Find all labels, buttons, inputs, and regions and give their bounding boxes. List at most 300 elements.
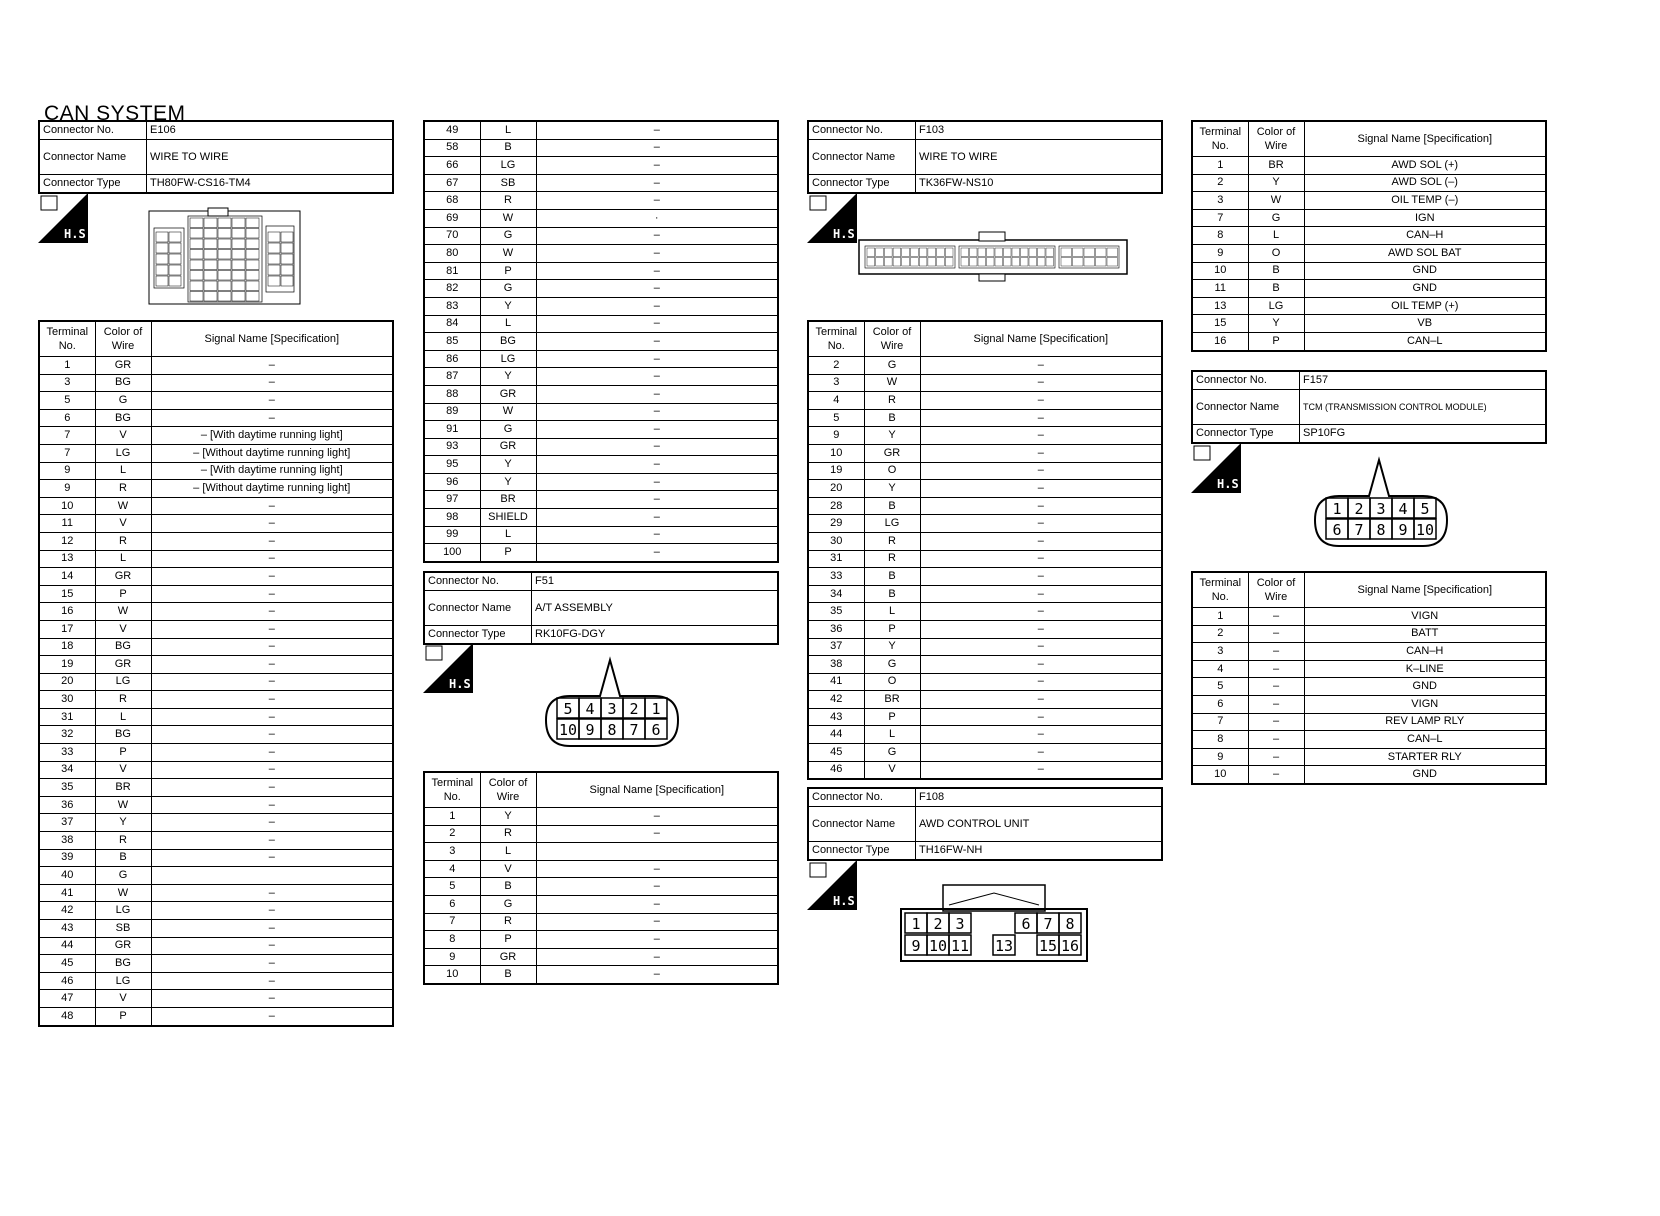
cavity: [902, 258, 910, 267]
color-cell: GR: [95, 568, 151, 586]
signal-cell: –: [536, 385, 778, 403]
cavity: [204, 239, 217, 249]
f103-no: F103: [916, 121, 1163, 140]
cavity: [1046, 248, 1054, 257]
signal-cell: –: [920, 409, 1162, 427]
header-color: Color of Wire: [95, 321, 151, 357]
terminal-cell: 4: [424, 860, 480, 878]
color-cell: G: [864, 656, 920, 674]
signal-cell: –: [151, 937, 393, 955]
cavity: [1012, 258, 1020, 267]
cavity: [919, 258, 927, 267]
terminal-cell: 10: [39, 497, 95, 515]
signal-cell: –: [536, 227, 778, 245]
pin-number: 9: [585, 721, 595, 739]
signal-cell: –: [536, 157, 778, 175]
signal-cell: AWD SOL (–): [1304, 174, 1546, 192]
terminal-cell: 9: [808, 427, 864, 445]
color-cell: P: [480, 931, 536, 949]
color-cell: –: [1248, 678, 1304, 696]
pin-cell: [971, 913, 993, 933]
terminal-cell: 81: [424, 262, 480, 280]
cavity: [190, 292, 203, 302]
table-row: [39, 796, 393, 814]
table-row: [39, 585, 393, 603]
cavity: [246, 218, 259, 228]
cavity: [945, 248, 953, 257]
cavity: [232, 260, 245, 270]
color-cell: SHIELD: [480, 509, 536, 527]
table-row: [424, 139, 778, 157]
signal-cell: –: [536, 333, 778, 351]
signal-cell: –: [536, 473, 778, 491]
signal-cell: –: [151, 585, 393, 603]
terminal-cell: 84: [424, 315, 480, 333]
color-cell: SB: [480, 174, 536, 192]
table-row: [808, 427, 1162, 445]
table-row: [39, 462, 393, 480]
cavity: [884, 258, 892, 267]
table-row: [39, 550, 393, 568]
signal-cell: –: [920, 585, 1162, 603]
terminal-cell: 20: [808, 480, 864, 498]
table-row: [1192, 731, 1546, 749]
color-cell: LG: [95, 902, 151, 920]
table-row: [39, 884, 393, 902]
table-row: [424, 121, 778, 139]
cavity: [1029, 258, 1037, 267]
signal-cell: CAN–H: [1304, 227, 1546, 245]
color-cell: G: [480, 280, 536, 298]
color-cell: V: [95, 620, 151, 638]
signal-cell: –: [536, 403, 778, 421]
terminal-cell: 9: [1192, 244, 1248, 262]
cavity: [156, 276, 168, 286]
f51-type: RK10FG-DGY: [532, 626, 779, 645]
svg-text:H.S.: H.S.: [449, 677, 478, 691]
signal-cell: –: [536, 297, 778, 315]
table-row: [424, 491, 778, 509]
signal-cell: –: [151, 902, 393, 920]
pin-number: 7: [1043, 915, 1053, 933]
color-cell: P: [480, 544, 536, 562]
color-cell: L: [480, 843, 536, 861]
table-row: [424, 473, 778, 491]
table-row: [808, 744, 1162, 762]
cavity: [876, 248, 884, 257]
e106-type: TH80FW-CS16-TM4: [147, 175, 394, 194]
color-cell: Y: [480, 297, 536, 315]
table-row: [1192, 713, 1546, 731]
terminal-cell: 10: [1192, 766, 1248, 784]
cavity: [1096, 258, 1107, 267]
f157-no: F157: [1300, 371, 1547, 390]
cavity: [902, 248, 910, 257]
color-cell: G: [480, 895, 536, 913]
cavity: [1038, 248, 1046, 257]
terminal-cell: 2: [1192, 174, 1248, 192]
table-row: [39, 920, 393, 938]
signal-cell: –: [151, 550, 393, 568]
cavity: [169, 254, 181, 264]
table-row: [39, 761, 393, 779]
terminal-cell: 2: [808, 357, 864, 375]
color-cell: L: [480, 526, 536, 544]
table-row: [39, 744, 393, 762]
terminal-cell: 33: [808, 568, 864, 586]
cavity: [268, 243, 280, 253]
terminal-cell: 80: [424, 245, 480, 263]
signal-cell: –: [151, 972, 393, 990]
table-row: [1192, 678, 1546, 696]
color-cell: R: [864, 532, 920, 550]
f108-no: F108: [916, 788, 1163, 807]
color-cell: GR: [95, 656, 151, 674]
terminal-cell: 28: [808, 497, 864, 515]
terminal-cell: 36: [39, 796, 95, 814]
terminal-cell: 7: [39, 444, 95, 462]
signal-cell: AWD SOL (+): [1304, 157, 1546, 175]
color-cell: LG: [95, 444, 151, 462]
label-connector-name: Connector Name: [808, 140, 916, 175]
signal-cell: –: [151, 568, 393, 586]
header-terminal: Terminal No.: [39, 321, 95, 357]
table-row: [1192, 695, 1546, 713]
terminal-cell: 31: [808, 550, 864, 568]
table-row: [1192, 297, 1546, 315]
table-row: [1192, 262, 1546, 280]
table-row: [808, 497, 1162, 515]
terminal-cell: 9: [1192, 748, 1248, 766]
table-row: [424, 315, 778, 333]
cavity: [1084, 248, 1095, 257]
terminal-cell: 5: [808, 409, 864, 427]
color-cell: W: [95, 796, 151, 814]
header-color: Color of Wire: [1248, 572, 1304, 608]
cavity: [1107, 258, 1118, 267]
terminal-cell: 11: [39, 515, 95, 533]
table-row: [424, 262, 778, 280]
table-row: [808, 550, 1162, 568]
f103-info: [807, 120, 1163, 194]
table-row: [808, 374, 1162, 392]
cavity: [190, 229, 203, 239]
table-row: [1192, 315, 1546, 333]
color-cell: R: [95, 532, 151, 550]
cavity: [204, 271, 217, 281]
signal-cell: –: [151, 497, 393, 515]
color-cell: –: [1248, 731, 1304, 749]
signal-cell: –: [536, 825, 778, 843]
terminal-cell: 42: [39, 902, 95, 920]
header-signal: Signal Name [Specification]: [920, 321, 1162, 357]
cavity: [970, 248, 978, 257]
signal-cell: –: [536, 280, 778, 298]
color-cell: LG: [1248, 297, 1304, 315]
f103-name: WIRE TO WIRE: [916, 140, 1163, 175]
table-row: [1192, 608, 1546, 626]
f108-name: AWD CONTROL UNIT: [916, 807, 1163, 842]
signal-cell: –: [151, 955, 393, 973]
color-cell: W: [1248, 192, 1304, 210]
color-cell: V: [864, 761, 920, 779]
terminal-cell: 47: [39, 990, 95, 1008]
color-cell: G: [480, 421, 536, 439]
cavity: [1004, 248, 1012, 257]
terminal-cell: 36: [808, 620, 864, 638]
signal-cell: –: [536, 966, 778, 984]
label-connector-no: Connector No.: [808, 788, 916, 807]
color-cell: BG: [95, 374, 151, 392]
color-cell: –: [1248, 660, 1304, 678]
terminal-cell: 4: [1192, 660, 1248, 678]
hs-icon: [807, 193, 862, 243]
signal-cell: –: [536, 139, 778, 157]
cavity: [1084, 258, 1095, 267]
color-cell: P: [95, 1007, 151, 1025]
svg-text:H.S.: H.S.: [833, 894, 862, 908]
cavity: [232, 292, 245, 302]
cavity: [190, 218, 203, 228]
table-row: [808, 444, 1162, 462]
signal-cell: –: [151, 990, 393, 1008]
signal-cell: –: [920, 392, 1162, 410]
table-row: [808, 357, 1162, 375]
color-cell: B: [864, 409, 920, 427]
terminal-cell: 6: [424, 895, 480, 913]
label-connector-name: Connector Name: [39, 140, 147, 175]
signal-cell: –: [920, 532, 1162, 550]
terminal-cell: 38: [39, 832, 95, 850]
terminal-cell: 18: [39, 638, 95, 656]
signal-cell: –: [536, 948, 778, 966]
signal-cell: –: [920, 480, 1162, 498]
terminal-cell: 37: [808, 638, 864, 656]
table-row: [808, 515, 1162, 533]
table-row: [808, 480, 1162, 498]
table-row: [1192, 174, 1546, 192]
pin-number: 1: [911, 915, 921, 933]
signal-cell: –: [151, 656, 393, 674]
terminal-cell: 8: [424, 931, 480, 949]
f157-info: [1191, 370, 1547, 444]
color-cell: V: [95, 515, 151, 533]
cavity: [961, 258, 969, 267]
signal-cell: –: [151, 796, 393, 814]
pin-number: 8: [1065, 915, 1075, 933]
terminal-cell: 15: [39, 585, 95, 603]
color-cell: G: [95, 392, 151, 410]
cavity: [246, 229, 259, 239]
table-row: [424, 350, 778, 368]
table-row: [39, 902, 393, 920]
signal-cell: –: [536, 509, 778, 527]
terminal-cell: 46: [39, 972, 95, 990]
signal-cell: –: [151, 357, 393, 375]
table-row: [39, 497, 393, 515]
signal-cell: – [Without daytime running light]: [151, 444, 393, 462]
signal-cell: –: [151, 814, 393, 832]
table-row: [39, 515, 393, 533]
terminal-cell: 2: [424, 825, 480, 843]
table-row: [808, 532, 1162, 550]
f157-name: TCM (TRANSMISSION CONTROL MODULE): [1300, 390, 1547, 425]
table-row: [424, 174, 778, 192]
table-row: [808, 603, 1162, 621]
pin-number: 1: [651, 700, 661, 718]
pin-number: 10: [558, 721, 578, 739]
signal-cell: –: [920, 744, 1162, 762]
terminal-cell: 88: [424, 385, 480, 403]
table-row: [808, 462, 1162, 480]
signal-cell: –: [920, 550, 1162, 568]
cavity: [218, 218, 231, 228]
signal-cell: –: [151, 532, 393, 550]
f103-connector-face: [857, 230, 1131, 289]
terminal-cell: 4: [808, 392, 864, 410]
color-cell: L: [1248, 227, 1304, 245]
header-signal: Signal Name [Specification]: [1304, 121, 1546, 157]
signal-cell: –: [151, 638, 393, 656]
cavity: [246, 271, 259, 281]
table-row: [424, 280, 778, 298]
terminal-cell: 9: [39, 462, 95, 480]
color-cell: L: [480, 121, 536, 139]
pin-number: 8: [1376, 521, 1386, 539]
signal-cell: –: [920, 374, 1162, 392]
color-cell: B: [480, 966, 536, 984]
terminal-cell: 38: [808, 656, 864, 674]
terminal-cell: 45: [808, 744, 864, 762]
pin-number: 9: [1398, 521, 1408, 539]
cavity: [961, 248, 969, 257]
f103-type: TK36FW-NS10: [916, 175, 1163, 194]
terminal-cell: 8: [1192, 731, 1248, 749]
table-row: [424, 808, 778, 826]
table-row: [424, 825, 778, 843]
e106-pin-table: [38, 320, 394, 1027]
label-connector-no: Connector No.: [424, 572, 532, 591]
signal-cell: [536, 843, 778, 861]
table-row: [424, 192, 778, 210]
color-cell: W: [95, 603, 151, 621]
pin-number: 6: [651, 721, 661, 739]
signal-cell: –: [151, 726, 393, 744]
cavity: [911, 248, 919, 257]
label-connector-no: Connector No.: [39, 121, 147, 140]
terminal-cell: 43: [39, 920, 95, 938]
cavity: [919, 248, 927, 257]
terminal-cell: 85: [424, 333, 480, 351]
cavity: [884, 248, 892, 257]
signal-cell: –: [920, 638, 1162, 656]
color-cell: R: [95, 832, 151, 850]
terminal-cell: 35: [808, 603, 864, 621]
color-cell: O: [1248, 244, 1304, 262]
f108-info: [807, 787, 1163, 861]
pin-cell: [971, 935, 993, 955]
table-row: [424, 421, 778, 439]
pin-number: 2: [1354, 500, 1364, 518]
table-row: [1192, 660, 1546, 678]
signal-cell: – [With daytime running light]: [151, 427, 393, 445]
terminal-cell: 1: [1192, 608, 1248, 626]
signal-cell: –: [151, 920, 393, 938]
color-cell: V: [480, 860, 536, 878]
cavity: [1038, 258, 1046, 267]
table-row: [39, 357, 393, 375]
color-cell: Y: [95, 814, 151, 832]
terminal-cell: 3: [808, 374, 864, 392]
header-terminal: Terminal No.: [808, 321, 864, 357]
color-cell: BR: [864, 691, 920, 709]
cavity: [281, 243, 293, 253]
terminal-cell: 1: [39, 357, 95, 375]
terminal-cell: 5: [1192, 678, 1248, 696]
table-row: [1192, 766, 1546, 784]
pin-number: 2: [933, 915, 943, 933]
color-cell: P: [1248, 332, 1304, 350]
signal-cell: –: [151, 620, 393, 638]
terminal-cell: 19: [808, 462, 864, 480]
table-row: [39, 708, 393, 726]
terminal-cell: 10: [808, 444, 864, 462]
terminal-cell: 3: [1192, 192, 1248, 210]
terminal-cell: 32: [39, 726, 95, 744]
signal-cell: –: [151, 603, 393, 621]
color-cell: –: [1248, 625, 1304, 643]
signal-cell: –: [151, 374, 393, 392]
cavity: [218, 239, 231, 249]
terminal-cell: 30: [808, 532, 864, 550]
terminal-cell: 43: [808, 708, 864, 726]
table-row: [39, 427, 393, 445]
terminal-cell: 91: [424, 421, 480, 439]
cavity: [190, 260, 203, 270]
color-cell: GR: [480, 385, 536, 403]
color-cell: Y: [480, 456, 536, 474]
terminal-cell: 34: [39, 761, 95, 779]
terminal-cell: 48: [39, 1007, 95, 1025]
color-cell: LG: [95, 972, 151, 990]
pin-cell: [993, 913, 1015, 933]
hs-icon: [1191, 443, 1246, 493]
label-connector-name: Connector Name: [424, 591, 532, 626]
terminal-cell: 68: [424, 192, 480, 210]
table-row: [808, 620, 1162, 638]
label-connector-type: Connector Type: [1192, 425, 1300, 444]
signal-cell: –: [536, 192, 778, 210]
terminal-cell: 66: [424, 157, 480, 175]
color-cell: B: [95, 849, 151, 867]
terminal-cell: 37: [39, 814, 95, 832]
pin-number: 5: [563, 700, 573, 718]
table-row: [39, 392, 393, 410]
label-connector-no: Connector No.: [1192, 371, 1300, 390]
table-row: [424, 245, 778, 263]
signal-cell: [151, 867, 393, 885]
f103-pin-table: [807, 320, 1163, 780]
cavity: [1029, 248, 1037, 257]
table-row: [39, 568, 393, 586]
color-cell: Y: [1248, 174, 1304, 192]
terminal-cell: 3: [424, 843, 480, 861]
color-cell: GR: [480, 438, 536, 456]
table-row: [1192, 332, 1546, 350]
table-row: [424, 948, 778, 966]
cavity: [169, 232, 181, 242]
header-color: Color of Wire: [864, 321, 920, 357]
